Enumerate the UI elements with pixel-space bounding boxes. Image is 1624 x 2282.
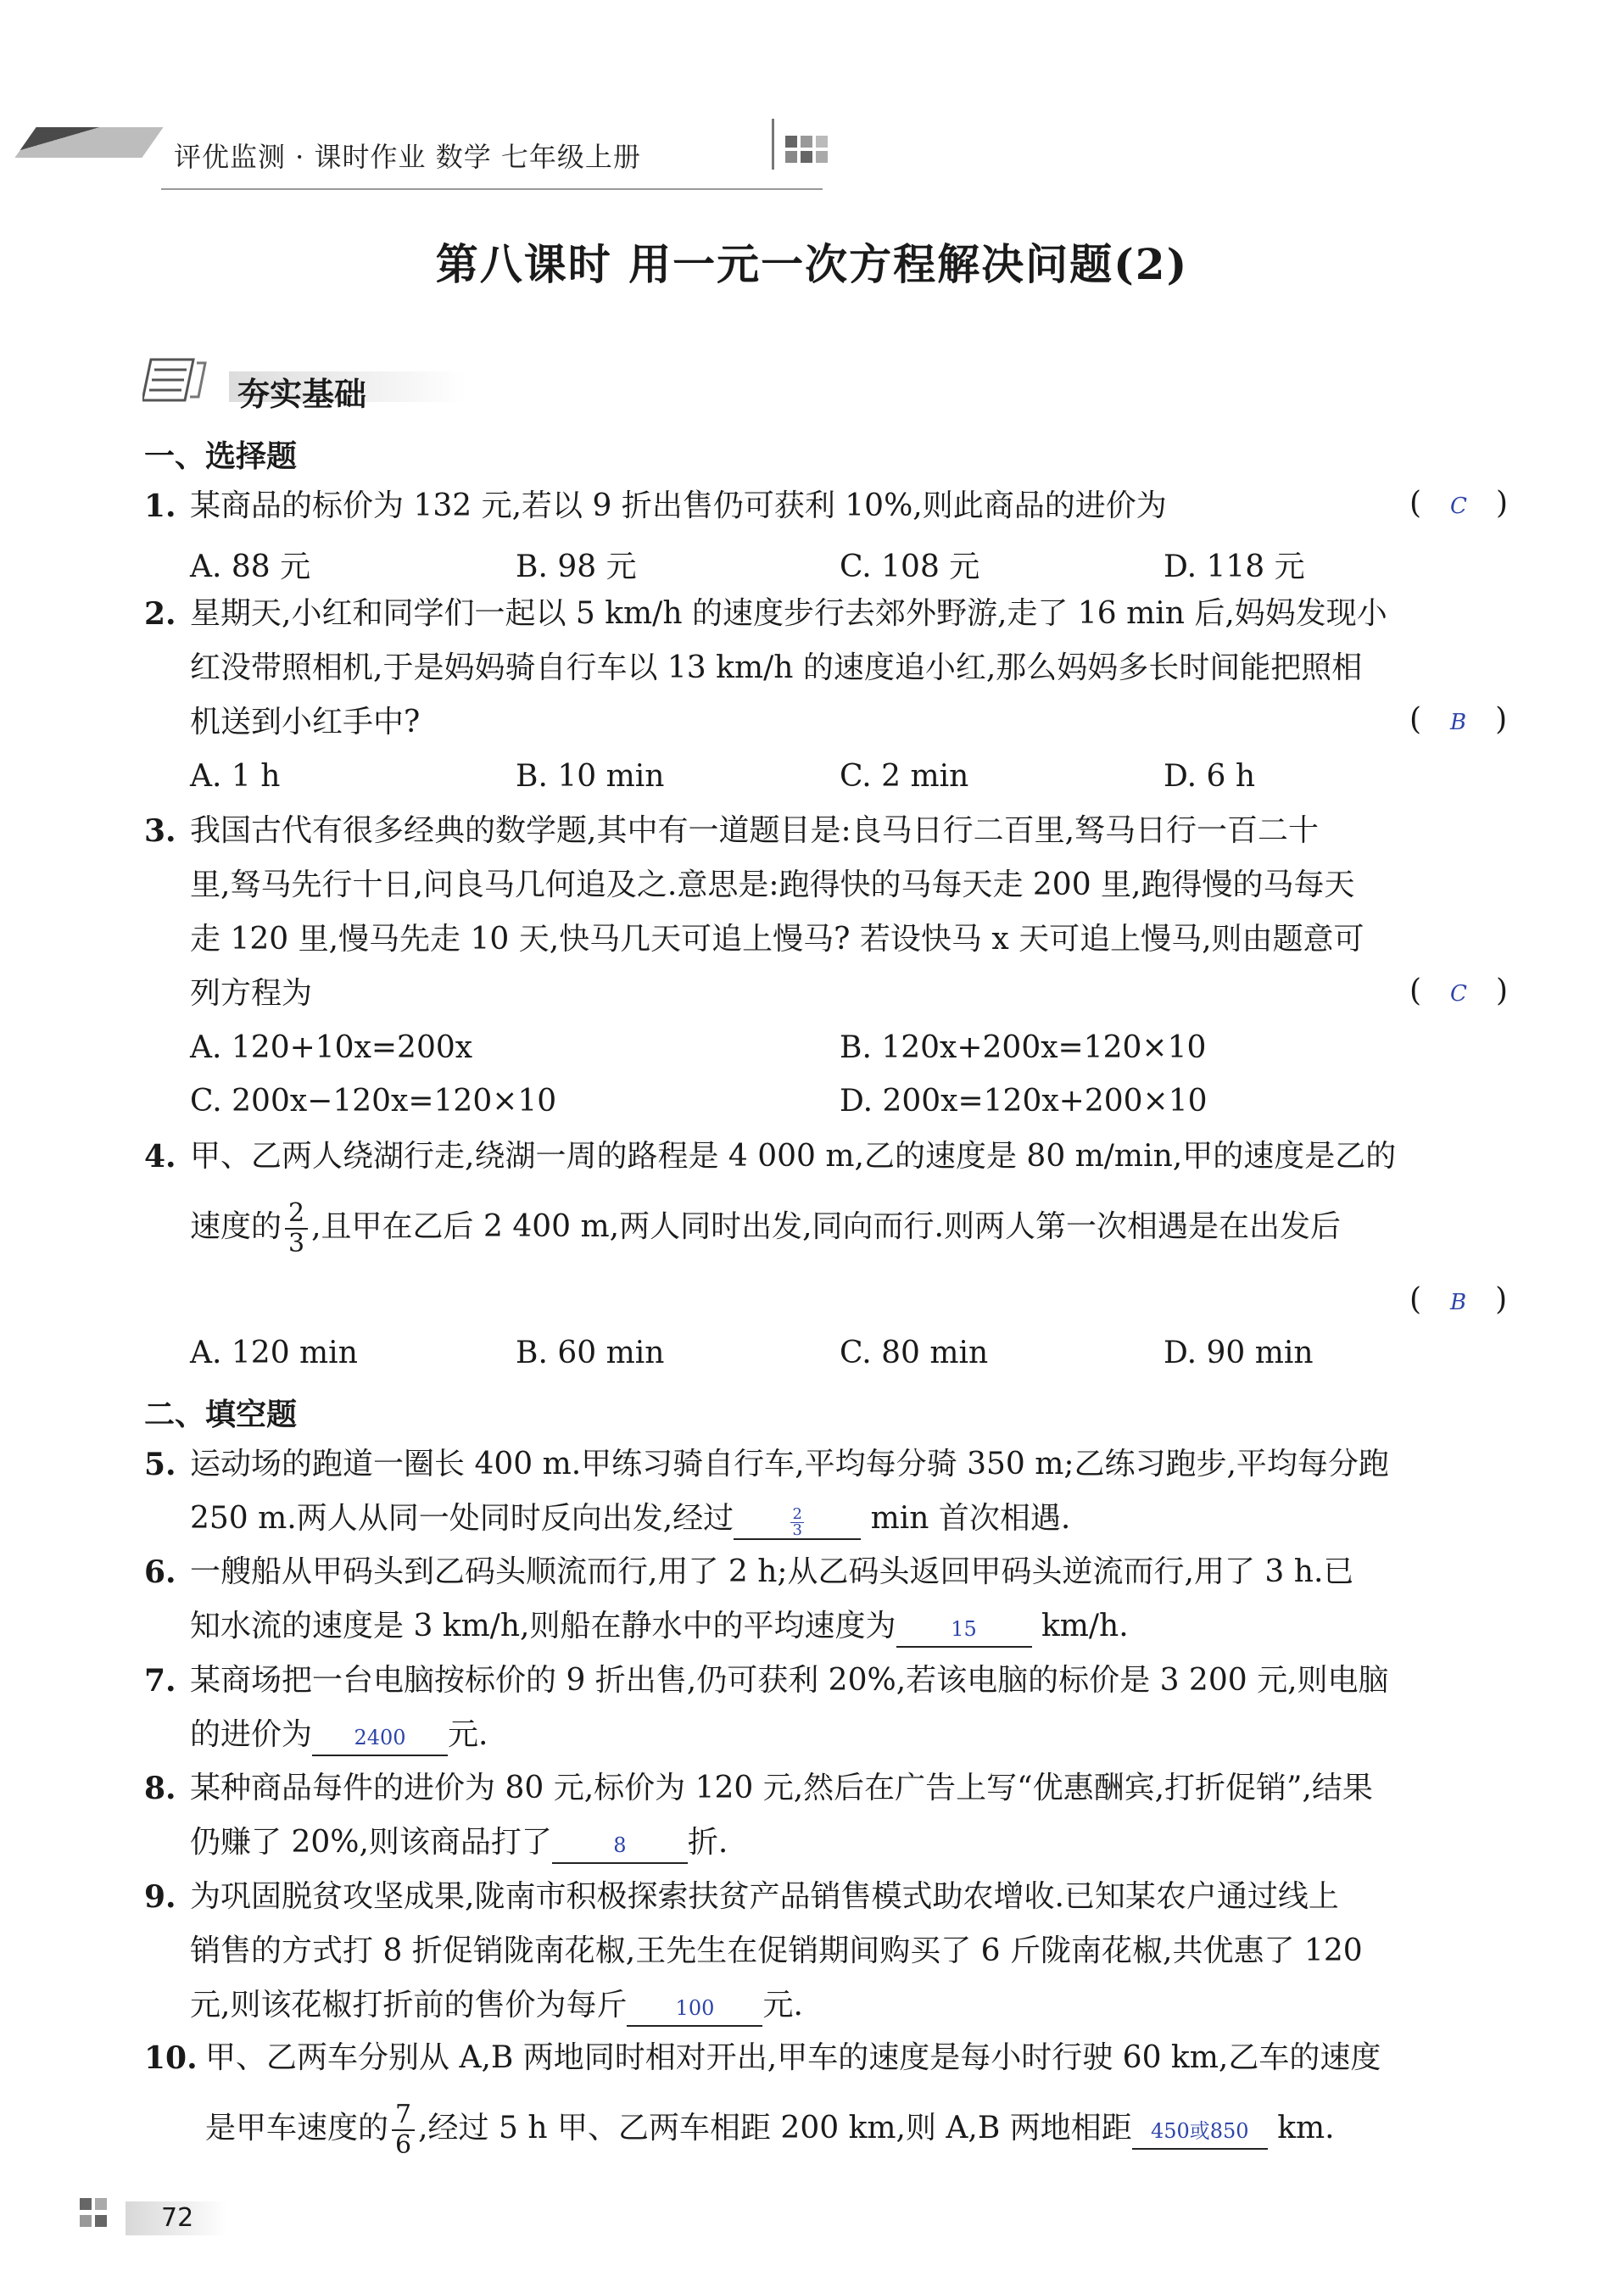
question-number: 4. [144,1139,176,1174]
answer-fraction [790,1507,803,1538]
option-d: D. 90 min [1164,1336,1314,1370]
option-b: B. 10 min [516,759,665,794]
section-title: 夯实基础 [237,375,367,413]
question-text-line [190,1816,1526,1870]
header-text: 评优监测 · 课时作业 数学 七年级上册 [174,141,641,173]
question-8 [144,1761,1526,1870]
fraction-denominator: 6 [395,2130,412,2160]
text-segment: 知水流的速度是 3 km/h,则船在静水中的平均速度为 [190,1609,896,1643]
question-text-line: 列方程为 [190,976,313,1011]
question-6 [144,1545,1526,1654]
question-text-line: 星期天,小红和同学们一起以 5 km/h 的速度步行去郊外野游,走了 16 min 后,妈妈发现小 [190,596,1387,631]
question-text-line: 红没带照相机,于是妈妈骑自行车以 13 km/h 的速度追小红,那么妈妈多长时间能把照相 [190,650,1363,685]
text-segment: 折. [687,1825,728,1860]
question-text-line [190,1492,1526,1546]
question-number: 1. [144,488,176,524]
option-c: C. 200x−120x=120×10 [190,1084,557,1119]
text-segment: ,经过 5 h 甲、乙两车相距 200 km,则 A,B 两地相距 [418,2111,1132,2145]
option-c: C. 108 元 [840,550,980,584]
text-segment: 是甲车速度的 [205,2111,389,2145]
option-d: D. 200x=120x+200×10 [840,1084,1208,1119]
question-7 [144,1654,1526,1762]
answer-blank: 2400 [312,1721,448,1756]
question-4 [144,1130,1526,1258]
question-number: 6. [144,1554,176,1590]
option-a: A. 120+10x=200x [190,1030,473,1065]
question-number: 9. [144,1879,176,1915]
header-grid-icon [785,136,833,165]
option-b: B. 60 min [516,1336,665,1370]
option-c: C. 80 min [840,1336,989,1370]
page-header [25,119,848,212]
option-b: B. 120x+200x=120×10 [840,1030,1207,1065]
question-number: 8. [144,1771,176,1806]
question-text-line: 为巩固脱贫攻坚成果,陇南市积极探索扶贫产品销售模式助农增收.已知某农户通过线上 [190,1879,1339,1914]
question-number: 5. [144,1447,176,1482]
question-text-line: 甲、乙两车分别从 A,B 两地同时相对开出,甲车的速度是每小时行驶 60 km,乙车的速度 [205,2040,1381,2075]
text-segment: km. [1277,2111,1335,2145]
question-9 [144,1870,1526,2033]
question-1 [144,479,1526,533]
answer-blank: 100 [627,1991,762,2027]
question-text-line: 走 120 里,慢马先走 10 天,快马几天可追上慢马? 若设快马 x 天可追上慢马,则由题意可 [190,922,1364,957]
question-10 [144,2031,1526,2160]
text-segment: 速度的 [190,1209,282,1244]
text-segment: 元. [448,1717,488,1752]
question-text-line [190,1708,1526,1762]
question-number: 10. [144,2040,198,2076]
answer-blank: 15 [896,1612,1032,1648]
question-text-line: 一艘船从甲码头到乙码头顺流而行,用了 2 h;从乙码头返回甲码头逆流而行,用了 3 h.已 [190,1554,1354,1589]
text-segment: 的进价为 [190,1717,313,1752]
option-c: C. 2 min [840,759,969,794]
answer-bracket: ( C ) [1409,974,1508,1008]
fraction-denominator: 3 [792,1521,802,1539]
answer-letter: B [1450,710,1467,735]
option-a: A. 120 min [190,1336,358,1370]
question-text-line [205,2101,1526,2160]
question-text-line [190,1199,1526,1258]
question-text-line: 我国古代有很多经典的数学题,其中有一道题目是:良马日行二百里,驽马日行一百二十 [190,813,1320,848]
fraction-denominator: 3 [288,1229,305,1258]
header-stripe-decoration [14,127,163,158]
question-number: 7. [144,1663,176,1699]
answer-letter: B [1450,1290,1467,1315]
option-a: A. 1 h [190,759,281,794]
question-text-line [190,1599,1526,1654]
part-fill-heading: 二、填空题 [144,1397,298,1432]
question-text-line: 里,驽马先行十日,问良马几何追及之.意思是:跑得快的马每天走 200 里,跑得慢的马每天 [190,868,1355,902]
question-text: 某商品的标价为 132 元,若以 9 折出售仍可获利 10%,则此商品的进价为 [190,488,1167,523]
question-3 [144,804,1526,1021]
text-segment: 元,则该花椒打折前的售价为每斤 [190,1988,628,2023]
text-segment: 仍赚了 20%,则该商品打了 [190,1825,552,1860]
fraction-numerator: 2 [285,1199,308,1230]
question-text-line: 某商场把一台电脑按标价的 9 折出售,仍可获利 20%,若该电脑的标价是 3 200 元,则电脑 [190,1663,1389,1698]
page-footer [80,2195,227,2240]
answer-blank: 8 [552,1828,688,1864]
text-segment: 250 m.两人从同一处同时反向出发,经过 [190,1501,734,1536]
question-text-line: 运动场的跑道一圈长 400 m.甲练习骑自行车,平均每分骑 350 m;乙练习跑步,平均每分跑 [190,1447,1389,1481]
text-segment: min 首次相遇. [870,1501,1071,1536]
question-2 [144,587,1526,750]
question-number: 3. [144,813,176,849]
lesson-title: 第八课时 用一元一次方程解决问题(2) [435,239,1189,289]
notebook-icon [142,354,219,405]
option-a: A. 88 元 [190,550,311,584]
answer-bracket: ( B ) [1409,702,1508,737]
header-underline [161,188,823,190]
fraction [285,1199,308,1258]
text-segment: 元. [762,1988,803,2023]
answer-bracket: ( C ) [1409,486,1508,521]
question-text-line [190,1978,1526,2033]
header-separator [772,119,774,170]
question-5 [144,1437,1526,1546]
text-segment: km/h. [1041,1609,1129,1643]
text-segment: ,且甲在乙后 2 400 m,两人同时出发,同向而行.则两人第一次相遇是在出发后 [311,1209,1341,1244]
option-d: D. 6 h [1164,759,1255,794]
answer-letter: C [1450,494,1467,519]
page-number: 72 [161,2203,194,2233]
part-choice-heading: 一、选择题 [144,438,298,474]
question-text-line: 机送到小红手中? [190,705,421,739]
question-number: 2. [144,596,176,632]
question-text-line: 甲、乙两人绕湖行走,绕湖一周的路程是 4 000 m,乙的速度是 80 m/min,甲的速度是乙的 [190,1139,1397,1174]
option-b: B. 98 元 [516,550,637,584]
question-text-line: 销售的方式打 8 折促销陇南花椒,王先生在促销期间购买了 6 斤陇南花椒,共优惠了 120 [190,1933,1363,1968]
answer-blank [734,1504,861,1540]
answer-blank: 450或850 [1132,2114,1268,2150]
question-text-line: 某种商品每件的进价为 80 元,标价为 120 元,然后在广告上写“优惠酬宾,打折促销”,结果 [190,1771,1373,1805]
fraction [392,2101,415,2160]
answer-bracket: ( B ) [1409,1282,1508,1317]
option-d: D. 118 元 [1164,550,1305,584]
fraction-numerator: 2 [792,1505,802,1523]
answer-letter: C [1450,981,1467,1007]
fraction-numerator: 7 [392,2101,415,2131]
